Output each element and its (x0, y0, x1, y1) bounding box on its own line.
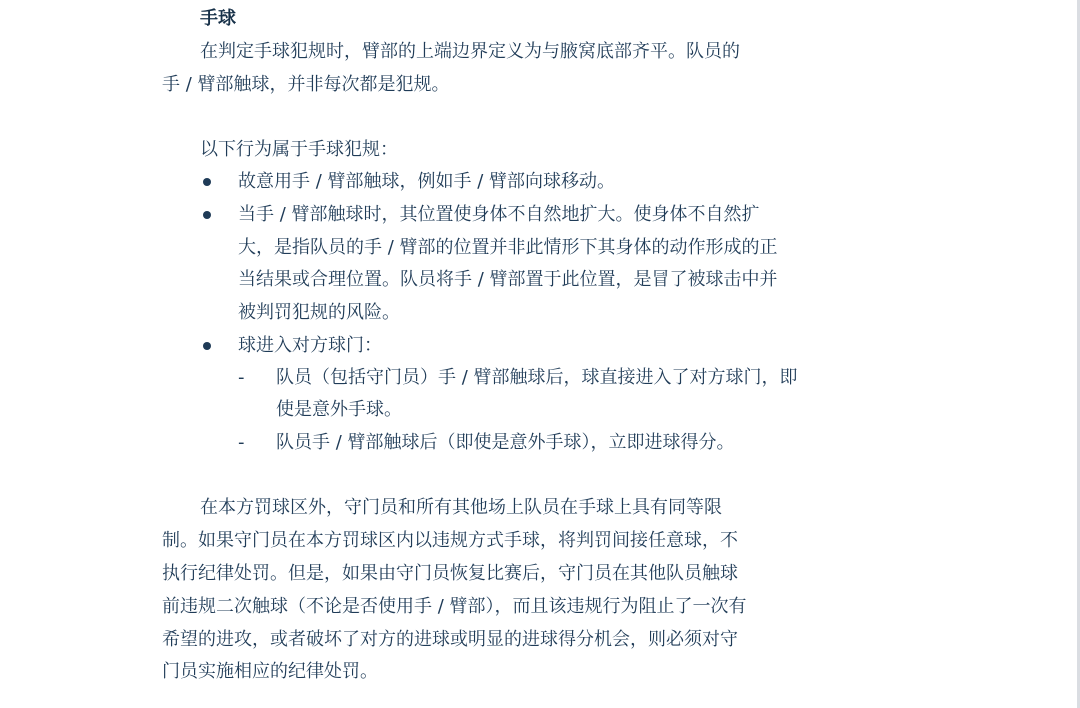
bullet-2-line-1: 当手 / 臂部触球时，其位置使身体不自然地扩大。使身体不自然扩 (238, 204, 760, 225)
closing-line-6: 门员实施相应的纪律处罚。 (162, 661, 378, 682)
sub-bullet-1-line-2: 使是意外手球。 (276, 399, 402, 420)
closing-line-4: 前违规二次触球（不论是否使用手 / 臂部），而且该违规行为阻止了一次有 (162, 596, 747, 617)
bullet-icon (203, 178, 211, 186)
bullet-icon (203, 342, 211, 350)
dash-icon: - (238, 432, 245, 453)
closing-line-2: 制。如果守门员在本方罚球区内以违规方式手球，将判罚间接任意球，不 (162, 530, 738, 551)
list-heading: 以下行为属于手球犯规： (200, 139, 398, 160)
closing-line-5: 希望的进攻，或者破坏了对方的进球或明显的进球得分机会，则必须对守 (162, 629, 738, 650)
bullet-2-line-2: 大，是指队员的手 / 臂部的位置并非此情形下其身体的动作形成的正 (238, 237, 778, 258)
bullet-2-line-4: 被判罚犯规的风险。 (238, 302, 400, 323)
dash-icon: - (238, 367, 245, 388)
bullet-2-line-3: 当结果或合理位置。队员将手 / 臂部置于此位置，是冒了被球击中并 (238, 269, 778, 290)
sub-bullet-1-line-1: 队员（包括守门员）手 / 臂部触球后，球直接进入了对方球门，即 (276, 367, 798, 388)
bullet-3-text: 球进入对方球门： (238, 335, 382, 356)
section-title: 手球 (200, 8, 236, 29)
closing-line-1: 在本方罚球区外，守门员和所有其他场上队员在手球上具有同等限 (200, 497, 722, 518)
closing-line-3: 执行纪律处罚。但是，如果由守门员恢复比赛后，守门员在其他队员触球 (162, 563, 738, 584)
intro-line-2: 手 / 臂部触球，并非每次都是犯规。 (162, 74, 450, 95)
bullet-1-text: 故意用手 / 臂部触球，例如手 / 臂部向球移动。 (238, 171, 616, 192)
sub-bullet-2-line-1: 队员手 / 臂部触球后（即使是意外手球），立即进球得分。 (276, 432, 735, 453)
intro-line-1: 在判定手球犯规时，臂部的上端边界定义为与腋窝底部齐平。队员的 (200, 41, 740, 62)
bullet-icon (203, 211, 211, 219)
